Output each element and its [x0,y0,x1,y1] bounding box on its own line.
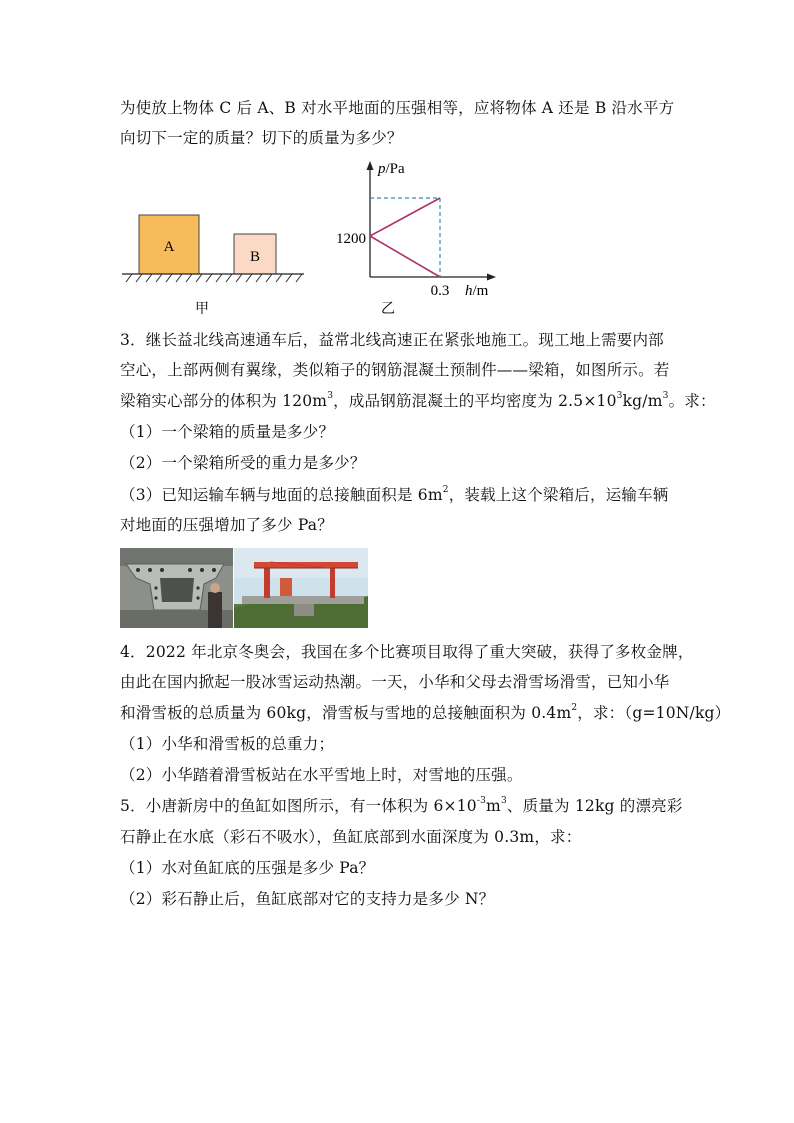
bridge-crane-photo [234,548,368,628]
block-a-label: A [163,239,175,255]
figure-jia-caption: 甲 [195,302,209,315]
problem2-line2: 向切下一定的质量？切下的质量为多少？ [120,129,403,147]
problem3-q1: （1）一个梁箱的质量是多少？ [120,423,335,441]
figure-yi [322,155,502,315]
problem5-q2: （2）彩石静止后，鱼缸底部对它的支持力是多少 N？ [120,890,495,908]
problem3-line3: 梁箱实心部分的体积为 $120m^3$，成品钢筋混凝土的平均密度为 $2.5\times 10^3kg/m^3$。求： [120,390,716,410]
problem4-q2: （2）小华踏着滑雪板站在水平雪地上时，对雪地的压强。 [120,766,523,784]
problem5-line1: 5．小唐新房中的鱼缸如图所示，有一体积为 $6\times 10^{-3}m^3$、质量为 12kg 的漂亮彩 [120,795,683,815]
figure-yi-caption: 乙 [381,302,395,315]
x-axis-arrow [487,274,496,281]
x-tick-0-3: 0.3 [430,283,450,299]
problem5-q1: （1）水对鱼缸底的压强是多少 Pa？ [120,859,375,877]
problem3-q3-line1: （3）已知运输车辆与地面的总接触面积是 $6m^2$，装载上这个梁箱后，运输车辆 [120,484,669,504]
problem4-line2: 由此在国内掀起一股冰雪运动热潮。一天，小华和父母去滑雪场滑雪，已知小华 [120,673,670,691]
figure-jia [118,205,308,315]
problem4-line3: 和滑雪板的总质量为 60kg，滑雪板与雪地的总接触面积为 $0.4m^2$，求：（g=10N/kg） [120,702,731,722]
x-axis-label: h/m [465,283,489,299]
problem3-q2: （2）一个梁箱所受的重力是多少？ [120,454,366,472]
block-b-label: B [249,249,261,265]
problem4-q1: （1）小华和滑雪板的总重力； [120,735,335,753]
y-axis-label: p/Pa [378,161,405,177]
pressure-line-falling [370,236,440,277]
y-axis-arrow [367,161,374,170]
ground-hatch [126,274,302,282]
problem3-line2: 空心，上部两侧有翼缘，类似箱子的钢筋混凝土预制件——梁箱，如图所示。若 [120,361,670,379]
box-girder-photo [120,548,233,628]
problem3-q3-line2: 对地面的压强增加了多少 Pa？ [120,516,333,534]
y-tick-1200: 1200 [336,231,366,247]
problem4-line1: 4．2022 年北京冬奥会，我国在多个比赛项目取得了重大突破，获得了多枚金牌， [120,643,694,661]
problem2-line1: 为使放上物体 C 后 A、B 对水平地面的压强相等，应将物体 A 还是 B 沿水平方 [120,99,675,117]
problem5-line2: 石静止在水底（彩石不吸水），鱼缸底部到水面深度为 0.3m，求： [120,828,582,846]
pressure-line-rising [370,198,440,236]
problem3-line1: 3．继长益北线高速通车后，益常北线高速正在紧张地施工。现工地上需要内部 [120,331,664,349]
